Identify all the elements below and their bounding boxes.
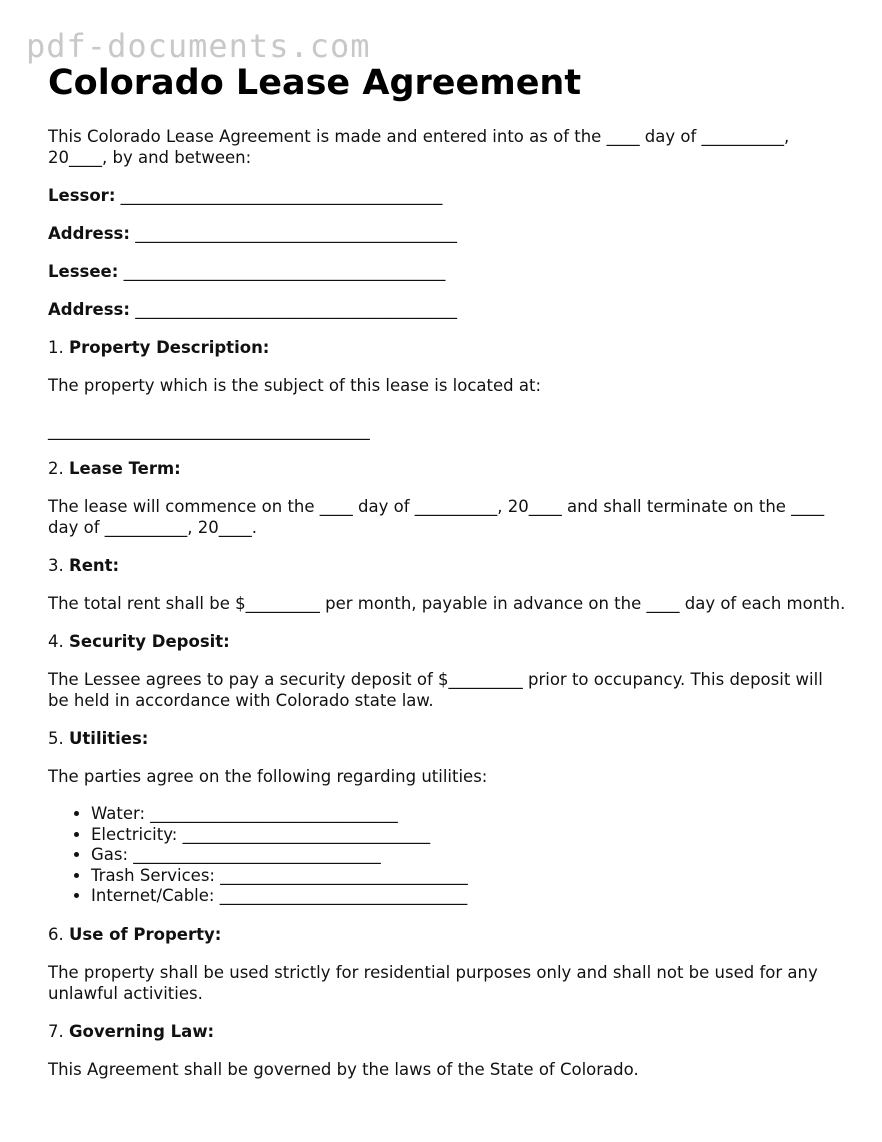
section-title: Use of Property: [69, 924, 222, 944]
lessor-label: Lessor: [48, 186, 116, 205]
section-title: Security Deposit: [69, 632, 230, 651]
lessee-label: Lessee: [48, 262, 119, 281]
section-body-utilities: The parties agree on the following regarding utilities: [48, 767, 488, 786]
lessor-address-field [48, 223, 848, 244]
section-number: 2. [48, 459, 69, 478]
lessor-blank: _______________________________________ [120, 186, 443, 205]
utility-gas: • Gas: ______________________________ [91, 845, 848, 866]
section-number: 5. [48, 729, 69, 748]
document-page [48, 62, 848, 1080]
lessor-address-blank: _______________________________________ [135, 224, 457, 243]
section-number: 6. [48, 924, 69, 944]
section-title: Governing Law: [69, 1021, 215, 1041]
section-title: Utilities: [69, 729, 149, 748]
lessee-address-label: Address: [48, 300, 130, 319]
section-number: 7. [48, 1021, 69, 1041]
section-heading-deposit [48, 631, 848, 652]
section-number: 4. [48, 632, 69, 651]
section-body-use: The property shall be used strictly for residential purposes only and shall not be used for any unlawful activities. [48, 962, 818, 1003]
utilities-list [48, 804, 848, 907]
property-address-blank: _______________________________________ [48, 421, 370, 440]
section-body-law: This Agreement shall be governed by the laws of the State of Colorado. [48, 1059, 639, 1079]
section-heading-law [48, 1021, 848, 1042]
section-body-term: The lease will commence on the ____ day of __________, 20____ and shall terminate on the ____ day of __________, 20____. [48, 497, 825, 537]
section-heading-rent [48, 555, 848, 576]
document-title: Colorado Lease Agreement [48, 63, 582, 103]
section-heading-property [48, 337, 848, 358]
lessor-field [48, 185, 848, 206]
section-heading-term [48, 458, 848, 479]
lessee-blank: _______________________________________ [123, 262, 446, 281]
utility-electricity: • Electricity: ______________________________ [91, 825, 848, 846]
section-heading-utilities [48, 728, 848, 749]
utility-trash: • Trash Services: ______________________________ [91, 866, 848, 887]
section-title: Lease Term: [69, 459, 181, 478]
watermark-logo: pdf-documents.com [26, 27, 371, 65]
section-number: 1. [48, 338, 69, 357]
utility-internet: • Internet/Cable: ______________________________ [91, 886, 848, 907]
section-body-deposit: The Lessee agrees to pay a security deposit of $_________ prior to occupancy. This deposit will be held in accordance with Colorado state law. [48, 670, 823, 710]
section-heading-use [48, 924, 848, 945]
section-body-rent: The total rent shall be $_________ per month, payable in advance on the ____ day of each month. [48, 594, 846, 613]
lessor-address-label: Address: [48, 224, 130, 243]
section-title: Property Description: [69, 338, 270, 357]
utility-water: • Water: ______________________________ [91, 804, 848, 825]
section-number: 3. [48, 556, 69, 575]
lessee-address-field [48, 299, 848, 320]
lessee-field [48, 261, 848, 282]
section-body-property: The property which is the subject of this lease is located at: [48, 376, 542, 395]
intro-paragraph: This Colorado Lease Agreement is made and entered into as of the ____ day of __________, 20____, by and between: [48, 127, 790, 167]
section-title: Rent: [69, 556, 120, 575]
lessee-address-blank: _______________________________________ [135, 300, 457, 319]
